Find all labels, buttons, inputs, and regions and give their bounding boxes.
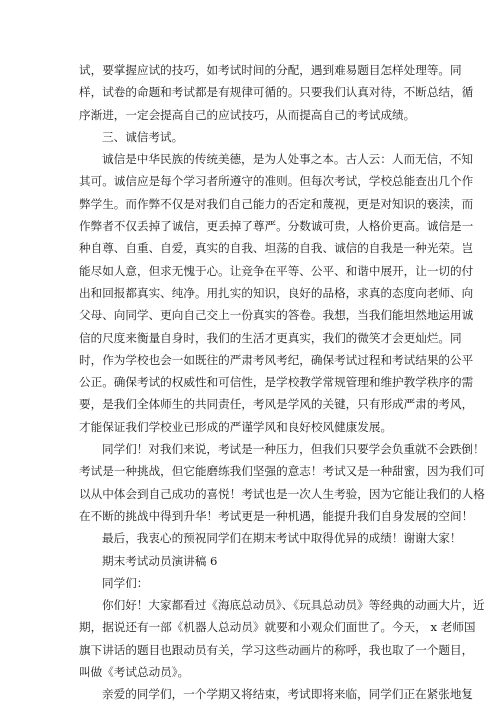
text-line: 出和回报都真实、纯净。用扎实的知识，良好的品格，求真的态度向老师、向 bbox=[79, 285, 474, 300]
text-line: 诚信是中华民族的传统美德，是为人处事之本。古人云：人而无信，不知 bbox=[102, 152, 474, 167]
text-line: 同学们！对我们来说，考试是一种压力，但我们只要学会负重就不会跌倒！ bbox=[102, 442, 485, 457]
text-line: 能尽如人意，但求无愧于心。让竞争在平等、公平、和谐中展开，让一切的付 bbox=[79, 263, 474, 278]
text-line: 要，是我们全体师生的共同责任，考风是学风的关键，只有形成严肃的考风， bbox=[79, 397, 474, 412]
text-line: 样，试卷的命题和考试都是有规律可循的。只要我们认真对待，不断总结，循 bbox=[79, 85, 474, 100]
text-line: 叫做《考试总动员》。 bbox=[79, 665, 190, 680]
text-line: 期，据说还有一部《机器人总动员》就要和小观众们面世了。今天， x 老师国 bbox=[79, 620, 476, 635]
text-line: 三、诚信考试。 bbox=[102, 129, 184, 144]
text-line: 最后，我衷心的预祝同学们在期末考试中取得优异的成绩！谢谢大家！ bbox=[102, 531, 462, 546]
text-line: 你们好！大家都看过《海底总动员》、《玩具总动员》等经典的动画大片，近 bbox=[102, 598, 485, 613]
text-line: 弊学生。而作弊不仅是对我们自己能力的否定和蔑视，更是对知识的亵渎，而 bbox=[79, 196, 474, 211]
document-body bbox=[79, 59, 485, 706]
text-line: 试，要掌握应试的技巧，如考试时间的分配，遇到难易题目怎样处理等。同 bbox=[79, 63, 462, 77]
text-line: 考试是一种挑战，但它能磨练我们坚强的意志！考试又是一种甜蜜，因为我们可 bbox=[79, 464, 485, 479]
text-line: 父母、向同学、更向自己交上一份真实的答卷。我想，当我们能坦然地运用诚 bbox=[79, 308, 474, 323]
text-line: 同学们： bbox=[102, 575, 149, 590]
text-line: 种自尊、自重、自爱，真实的自我、坦荡的自我、诚信的自我是一种光荣。岂 bbox=[79, 241, 474, 256]
text-line: 信的尺度来衡量自身时，我们的生活才更真实，我们的微笑才会更灿烂。同 bbox=[79, 330, 462, 345]
text-line: 旗下讲话的题目也跟动员有关，学习这些动画片的称呼，我也取了一个题目， bbox=[79, 642, 474, 657]
text-line: 时，作为学校也会一如既往的严肃考风考纪，确保考试过程和考试结果的公平 bbox=[79, 352, 474, 367]
text-line: 才能保证我们学校业已形成的严谨学风和良好校风健康发展。 bbox=[79, 419, 393, 434]
text-line: 亲爱的同学们，一个学期又将结束，考试即将来临，同学们正在紧张地复 bbox=[102, 687, 474, 702]
text-line: 其可。诚信应是每个学习者所遵守的准则。但每次考试，学校总能查出几个作 bbox=[79, 174, 474, 189]
text-line: 公正。确保考试的权威性和可信性，是学校教学常规管理和维护教学秩序的需 bbox=[79, 375, 474, 390]
text-line: 在不断的挑战中得到升华！考试更是一种机遇，能提升我们自身发展的空间！ bbox=[79, 508, 474, 523]
text-line: 作弊者不仅丢掉了诚信，更丢掉了尊严。分数诚可贵，人格价更高。诚信是一 bbox=[79, 219, 474, 234]
text-line: 期末考试动员演讲稿 6 bbox=[102, 553, 218, 568]
text-line: 序渐进，一定会提高自己的应试技巧，从而提高自己的考试成绩。 bbox=[79, 107, 416, 122]
text-line: 以从中体会到自己成功的喜悦！考试也是一次人生考验，因为它能让我们的人格 bbox=[79, 486, 485, 501]
